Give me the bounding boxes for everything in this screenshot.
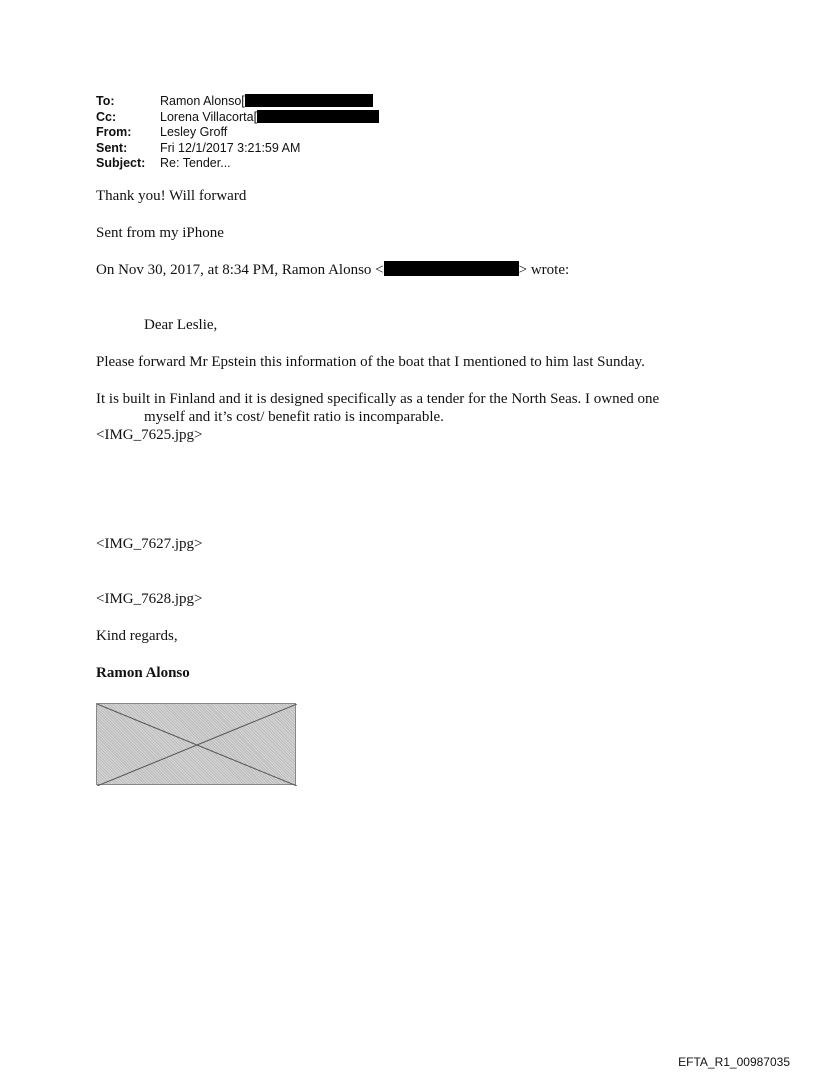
- quote-intro: On Nov 30, 2017, at 8:34 PM, Ramon Alonso < > wrote:: [96, 262, 570, 278]
- to-value: Ramon Alonso[: [160, 94, 373, 110]
- paragraph-2: It is built in Finland and it is designed specifically as a tender for the North Seas. I owned one myself and it’s cost/ benefit ratio is incomparable.: [96, 391, 660, 425]
- document-id: EFTA_R1_00987035: [678, 1055, 790, 1069]
- redaction-bar: [257, 110, 379, 123]
- subject-value: Re: Tender...: [160, 156, 231, 170]
- redaction-bar: [384, 261, 519, 276]
- greeting: Dear Leslie,: [144, 317, 218, 333]
- sent-value: Fri 12/1/2017 3:21:59 AM: [160, 140, 301, 155]
- attachment-link[interactable]: <IMG_7628.jpg>: [96, 591, 203, 607]
- cc-value: Lorena Villacorta[: [160, 110, 379, 126]
- paragraph-1: Please forward Mr Epstein this information of the boat that I mentioned to him last Sunday.: [96, 354, 645, 370]
- subject-row: [96, 156, 379, 172]
- from-value: Lesley Groff: [160, 125, 228, 139]
- closing: Kind regards,: [96, 628, 178, 644]
- sender-name: Ramon Alonso: [96, 665, 190, 681]
- broken-image-placeholder: [96, 703, 296, 785]
- from-row: [96, 125, 379, 141]
- sent-label: Sent:: [96, 140, 128, 155]
- email-header: [96, 94, 379, 172]
- sent-row: [96, 141, 379, 157]
- attachment-link[interactable]: <IMG_7627.jpg>: [96, 536, 203, 552]
- email-body: [96, 187, 696, 682]
- redaction-bar: [245, 94, 373, 107]
- sent-from-device: Sent from my iPhone: [96, 225, 224, 241]
- cross-icon: [97, 704, 297, 786]
- cc-row: [96, 110, 379, 126]
- cc-label: Cc:: [96, 109, 117, 124]
- subject-label: Subject:: [96, 156, 146, 170]
- reply-text: Thank you! Will forward: [96, 188, 247, 204]
- to-row: [96, 94, 379, 110]
- to-label: To:: [96, 94, 115, 108]
- from-label: From:: [96, 125, 132, 139]
- attachment-link[interactable]: <IMG_7625.jpg>: [96, 427, 203, 443]
